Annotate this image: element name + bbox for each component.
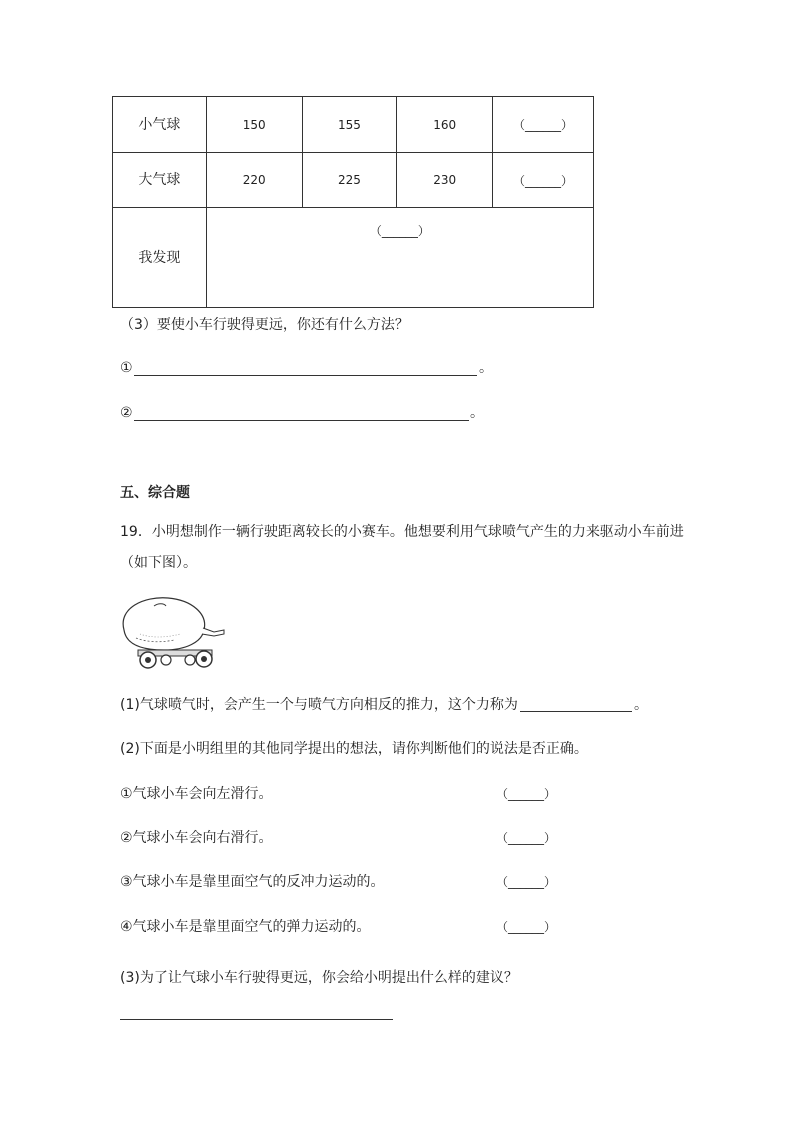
judgment-statement-3: ③气球小车是靠里面空气的反冲力运动的。 [120,874,385,890]
table-cell: 225 [302,153,397,208]
table-cell: 230 [397,153,493,208]
q19-sub3-prompt: (3)为了让气球小车行驶得更远，你会给小明提出什么样的建议？ [120,970,518,986]
finding-answer-blank[interactable]: （______） [369,224,430,238]
q19-stem-line1: 19．小明想制作一辆行驶距离较长的小赛车。他想要利用气球喷气产生的力来驱动小车前进 [120,524,684,540]
table-row-finding [113,208,594,308]
judgment-statement-1: ①气球小车会向左滑行。 [120,786,273,802]
row-label: 大气球 [113,153,207,208]
finding-cell[interactable] [206,208,593,308]
q18-3-marker-2: ② [120,405,133,421]
balloon-car-illustration [116,594,228,672]
judgment-answer-4[interactable]: （______） [496,920,557,934]
q18-3-end-1: 。 [479,360,493,376]
answer-blank[interactable]: （______） [493,97,594,153]
answer-line-2[interactable] [134,420,469,421]
row-label: 小气球 [113,97,207,153]
judgment-answer-1[interactable]: （______） [496,787,557,801]
results-table [112,96,594,308]
table-cell: 160 [397,97,493,153]
table-cell: 155 [302,97,397,153]
table-row [113,97,594,153]
q19-sub1-end: 。 [634,697,648,713]
answer-line-suggestion[interactable] [120,1019,393,1020]
table-row [113,153,594,208]
answer-blank[interactable]: （______） [493,153,594,208]
q19-stem-line2: （如下图）。 [120,555,197,571]
table-cell: 150 [206,97,302,153]
judgment-statement-4: ④气球小车是靠里面空气的弹力运动的。 [120,919,371,935]
q18-3-prompt: （3）要使小车行驶得更远，你还有什么方法？ [120,317,409,333]
finding-label: 我发现 [113,208,207,308]
q18-3-end-2: 。 [470,405,484,421]
judgment-answer-2[interactable]: （______） [496,831,557,845]
judgment-statement-2: ②气球小车会向右滑行。 [120,830,273,846]
table-cell: 220 [206,153,302,208]
q18-3-marker-1: ① [120,360,133,376]
judgment-answer-3[interactable]: （______） [496,875,557,889]
answer-line-1[interactable] [134,375,477,376]
q19-sub2-prompt: (2)下面是小明组里的其他同学提出的想法，请你判断他们的说法是否正确。 [120,741,588,757]
q19-sub1-prompt: (1)气球喷气时，会产生一个与喷气方向相反的推力，这个力称为 [120,697,518,713]
answer-line-force[interactable] [520,711,632,712]
section-title: 五、综合题 [120,485,190,501]
